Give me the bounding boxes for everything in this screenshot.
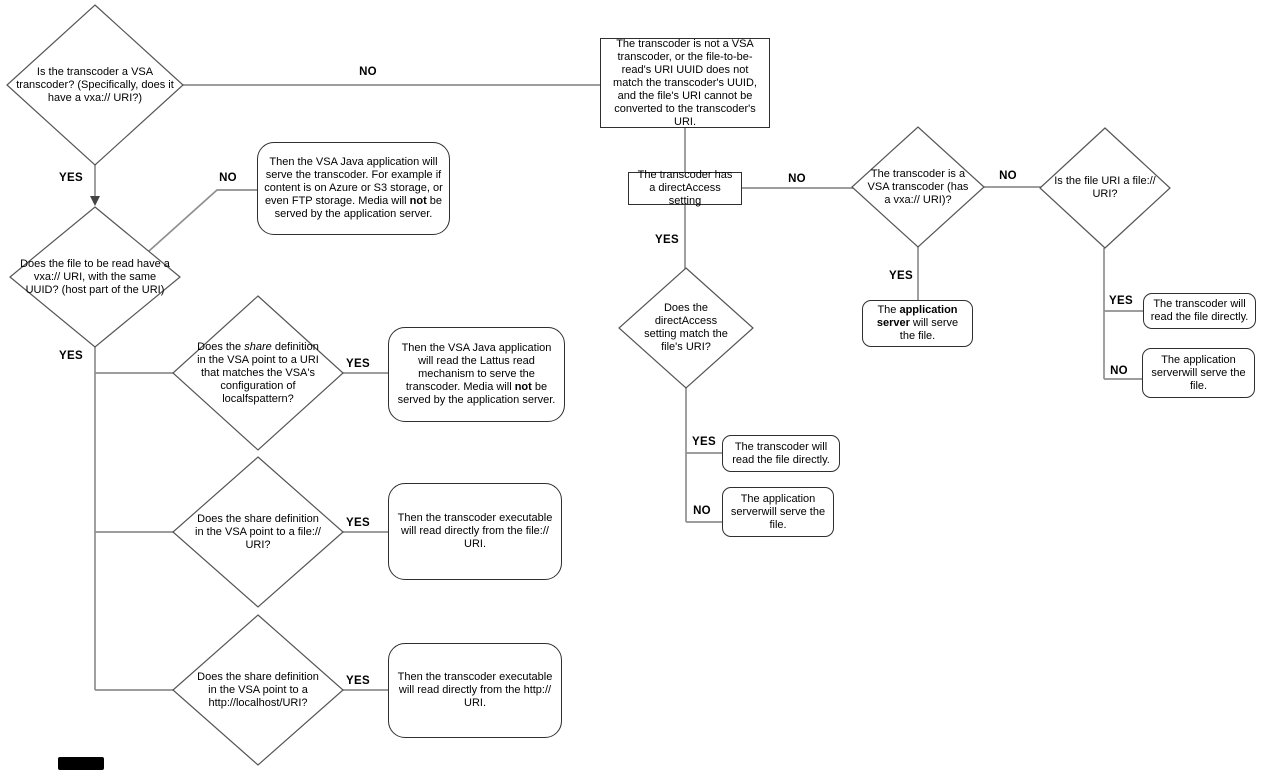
label-no-d7-b9: NO: [1110, 365, 1128, 377]
decision-share-localfspattern-text: Does the share definition in the VSA point to a URI that matches the VSA's configuration of localfspattern?: [197, 340, 319, 405]
result-read-file-uri-directly: Then the transcoder executable will read directly from the file:// URI.: [388, 483, 562, 580]
label-no-r2-d6: NO: [788, 173, 806, 185]
label-yes-d8-b5: YES: [692, 436, 716, 448]
label-yes-d3-b2: YES: [346, 358, 370, 370]
decision-transcoder-vsa-text: The transcoder is a VSA transcoder (has a vxa:// URI)?: [867, 167, 969, 206]
result-app-server-serves-file: The application server will serve the file.: [862, 300, 973, 347]
screenshot-artifact-bar: [58, 757, 104, 770]
decision-is-vsa-text: Is the transcoder a VSA transcoder? (Specifically, does it have a vxa:// URI?): [16, 65, 174, 104]
box-not-vsa-transcoder: The transcoder is not a VSA transcoder, or the file-to-be-read's URI UUID does not match the transcoder's UUID, and the file's URI cannot be converted to the transcoder's URI.: [600, 38, 770, 128]
label-no-d8-b6: NO: [693, 505, 711, 517]
result-app-server-serves-mid: The application serverwill serve the file.: [722, 487, 834, 537]
label-no-d6-d7: NO: [999, 170, 1017, 182]
decision-share-file-uri-text: Does the share definition in the VSA point to a file:// URI?: [195, 512, 321, 551]
label-yes-d7-b8: YES: [1109, 295, 1133, 307]
result-lattus-read-mechanism: Then the VSA Java application will read the Lattus read mechanism to serve the transcoder. Media will not be served by the application server.: [388, 327, 565, 422]
result-vsa-java-serves-transcoder: Then the VSA Java application will serve the transcoder. For example if content is on Azure or S3 storage, or even FTP storage. Media will not be served by the application server.: [257, 142, 450, 235]
label-yes-d4-b3: YES: [346, 517, 370, 529]
decision-file-uri-file-text: Is the file URI a file:// URI?: [1054, 175, 1156, 200]
box-has-directaccess: The transcoder has a directAccess setting: [628, 172, 742, 205]
result-transcoder-reads-directly-right: The transcoder will read the file directly.: [1143, 293, 1256, 329]
result-read-http-uri-directly: Then the transcoder executable will read directly from the http:// URI.: [388, 643, 562, 738]
decision-file-vxa-uuid-text: Does the file to be read have a vxa:// URI, with the same UUID? (host part of the URI): [20, 257, 170, 296]
label-yes-d6-b7: YES: [889, 270, 913, 282]
label-no-d1-r1: NO: [359, 66, 377, 78]
label-yes-d2-trunk: YES: [59, 350, 83, 362]
label-yes-d5-b4: YES: [346, 675, 370, 687]
result-app-server-serves-right: The application serverwill serve the file.: [1142, 348, 1255, 398]
label-no-d2-b1: NO: [219, 172, 237, 184]
decision-share-localhost-uri-text: Does the share definition in the VSA point to a http://localhost/URI?: [197, 670, 319, 709]
label-yes-d1-d2: YES: [59, 172, 83, 184]
arrowhead-d2: [90, 196, 100, 206]
label-yes-r2-d8: YES: [655, 234, 679, 246]
result-transcoder-reads-directly-mid: The transcoder will read the file directly.: [722, 435, 840, 472]
decision-directaccess-match-text: Does the directAccess setting match the file's URI?: [644, 302, 728, 353]
